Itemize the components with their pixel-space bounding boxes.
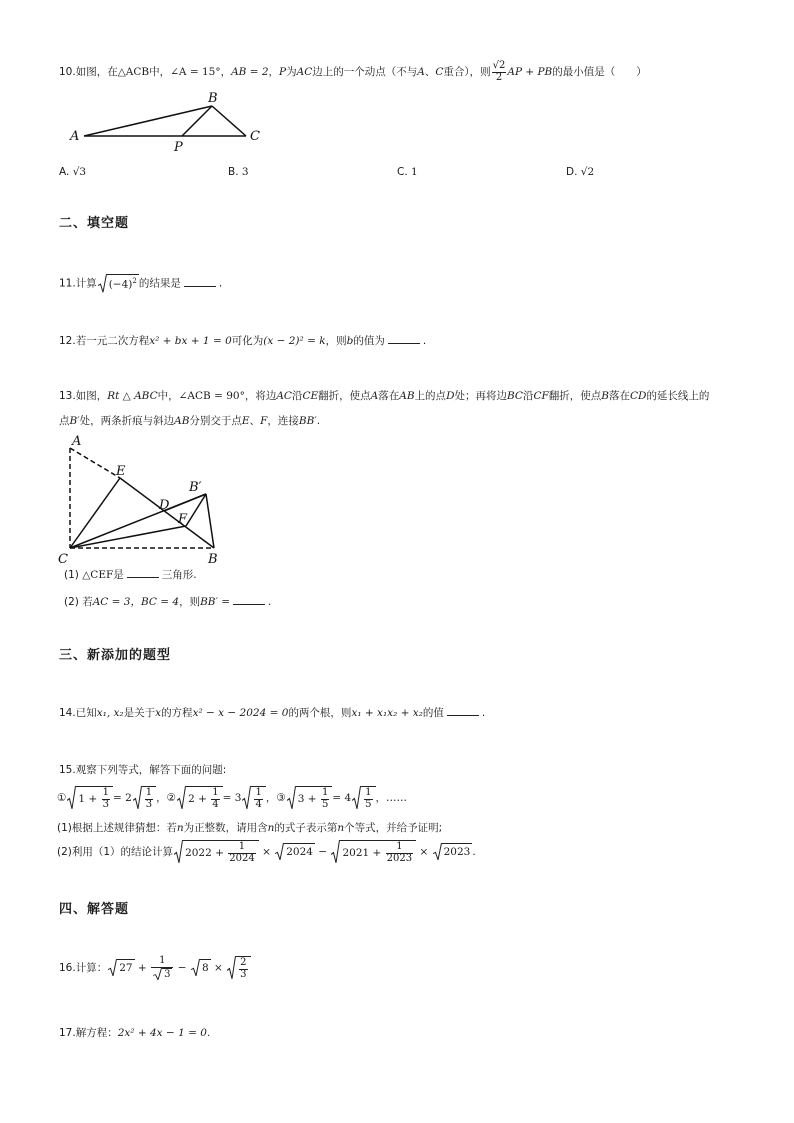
question-17-text: 17.解方程：2x² + 4x − 1 = 0. <box>59 1027 211 1039</box>
option-a[interactable]: A. √3 <box>59 166 87 178</box>
answer-blank[interactable] <box>388 334 420 344</box>
answer-blank[interactable] <box>127 568 159 578</box>
section-heading-new-type: 三、新添加的题型 <box>59 648 172 663</box>
answer-blank[interactable] <box>184 277 216 287</box>
question-15-part-1: (1)根据上述规律猜想：若n为正整数，请用含n的式子表示第n个等式，并给予证明; <box>57 822 443 834</box>
label-d: D <box>159 498 170 513</box>
question-12-text: 12.若一元二次方程x² + bx + 1 = 0可化为(x − 2)² = k，则b的值为 . <box>59 335 427 347</box>
section-heading-fill-in: 二、填空题 <box>59 216 130 231</box>
question-10-text: 10.如图，在△ACB中，∠A = 15°，AB = 2，P为AC边上的一个动点（不与A、C重合），则 $\frac{√2}{2}$ AP + PB的最小值是（ ） <box>59 60 647 83</box>
label-c: C <box>250 129 260 144</box>
question-15-intro: 15.观察下列等式，解答下面的问题: <box>59 764 227 776</box>
fraction: $\frac{√2}{2}$ <box>492 60 506 83</box>
option-c[interactable]: C. 1 <box>397 166 418 178</box>
sqrt: $(-4)^2$ <box>98 274 139 293</box>
label-b-prime: B′ <box>189 480 202 495</box>
label-a: A <box>70 129 80 144</box>
section-heading-answer: 四、解答题 <box>59 902 130 917</box>
figure-folding-triangle <box>52 432 232 572</box>
label-e: E <box>116 464 126 479</box>
label-c: C <box>58 552 68 567</box>
answer-blank[interactable] <box>447 706 479 716</box>
label-b: B <box>208 552 218 567</box>
question-13-line1: 13.如图，Rt △ ABC中，∠ACB = 90°，将边AC沿CE翻折，使点A落在AB上的点D处；再将边BC沿CF翻折，使点B落在CD的延长线上的 <box>59 390 710 402</box>
label-p: P <box>174 140 183 154</box>
figure-triangle-acb <box>60 88 275 154</box>
question-13-line2: 点B′处，两条折痕与斜边AB分别交于点E、F，连接BB′. <box>59 415 321 427</box>
option-b[interactable]: B. 3 <box>228 166 249 178</box>
label-f: F <box>178 512 188 527</box>
question-15-equations: ① 1 + $\frac{1}{3}$ = 2 $\frac{1}{3}$ ，② 2 + $\frac{1}{4}$ = 3 $\frac{1}{4}$ ，③ 3 + $\frac{1}{5}$ = 4 $\frac{1}{5}$ ，…… <box>57 787 408 810</box>
question-16-text: 16.计算： 27 + $\frac{1}{3}$ − 8 × $\frac{2}{3}$ <box>59 956 251 980</box>
question-11-text: 11.计算 $(-4)^2$ 的结果是 . <box>59 274 222 293</box>
question-13-part-2: (2) 若AC = 3，BC = 4，则BB′ = . <box>64 596 272 608</box>
answer-blank[interactable] <box>233 595 265 605</box>
label-a: A <box>72 434 82 449</box>
label-b: B <box>208 91 218 106</box>
question-15-part-2: (2)利用（1）的结论计算 2022 + $\frac{1}{2024}$ × 2024 − 2021 + $\frac{1}{2023}$ × 2023 . <box>57 841 476 864</box>
option-d[interactable]: D. √2 <box>566 166 595 178</box>
question-13-part-1: (1) △CEF是 三角形. <box>64 569 197 581</box>
question-14-text: 14.已知x₁, x₂是关于x的方程x² − x − 2024 = 0的两个根，则x₁ + x₁x₂ + x₂的值 . <box>59 707 486 719</box>
